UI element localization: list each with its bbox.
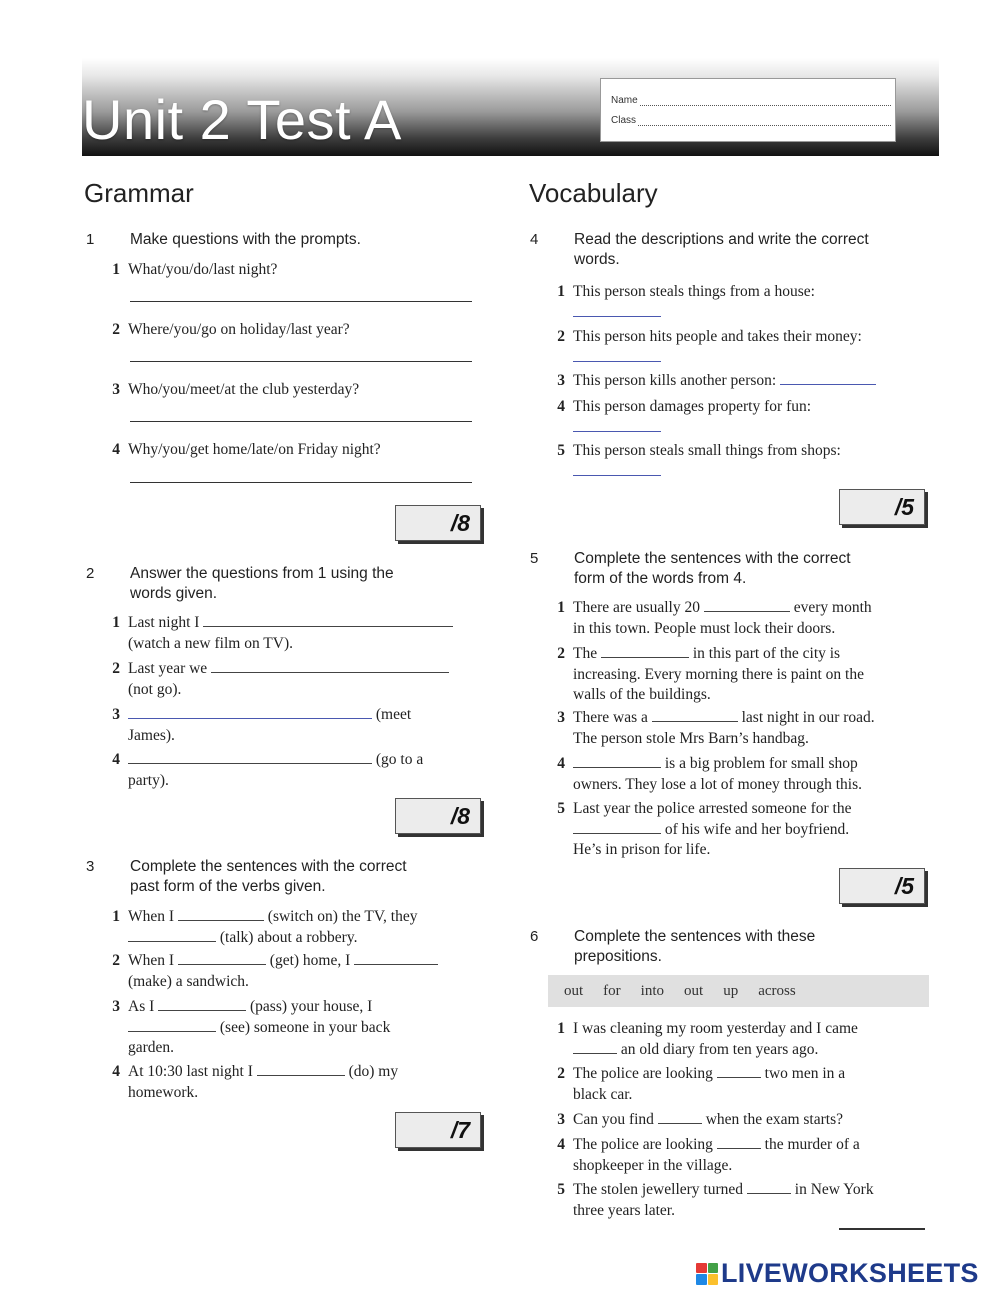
answer-blank[interactable] (128, 718, 372, 719)
vocabulary-heading: Vocabulary (529, 178, 658, 208)
score-box: /5 (839, 868, 925, 904)
exercise-number: 2 (86, 565, 95, 582)
logo-square (708, 1274, 719, 1285)
answer-blank[interactable] (573, 475, 661, 476)
exercise-instruction: Complete the sentences with the correct past form of the verbs given. (130, 858, 407, 895)
exercise-number: 4 (530, 231, 539, 248)
exercise-instruction: Read the descriptions and write the correct words. (574, 231, 869, 268)
answer-line[interactable] (130, 482, 472, 483)
liveworksheets-logo (696, 1258, 979, 1289)
logo-square (696, 1274, 707, 1285)
logo-square (708, 1263, 719, 1274)
answer-blank[interactable] (128, 1031, 216, 1032)
answer-blank[interactable] (747, 1193, 791, 1194)
word-bank-item: out (684, 983, 704, 999)
grammar-heading: Grammar (84, 178, 194, 208)
exercise-instruction: Complete the sentences with the correct form of the words from 4. (574, 550, 851, 587)
score-box: /5 (839, 489, 925, 525)
answer-blank[interactable] (573, 431, 661, 432)
logo-square (696, 1263, 707, 1274)
answer-blank[interactable] (573, 767, 661, 768)
answer-blank[interactable] (211, 672, 449, 673)
answer-blank[interactable] (717, 1148, 761, 1149)
answer-line[interactable] (130, 301, 472, 302)
class-field[interactable] (611, 115, 891, 126)
answer-blank[interactable] (128, 941, 216, 942)
answer-blank[interactable] (573, 833, 661, 834)
word-bank (548, 975, 929, 1007)
exercise-number: 3 (86, 858, 95, 875)
answer-blank[interactable] (203, 626, 453, 627)
answer-blank[interactable] (128, 763, 372, 764)
name-class-box (600, 78, 896, 142)
answer-blank[interactable] (704, 611, 790, 612)
word-bank-item: for (603, 983, 621, 999)
answer-blank[interactable] (573, 316, 661, 317)
word-bank-item: up (723, 983, 739, 999)
answer-line[interactable] (130, 361, 472, 362)
answer-blank[interactable] (257, 1075, 345, 1076)
answer-blank[interactable] (573, 1053, 617, 1054)
answer-blank[interactable] (573, 361, 661, 362)
answer-blank[interactable] (354, 964, 438, 965)
answer-blank[interactable] (158, 1010, 246, 1011)
exercise-number: 5 (530, 550, 539, 567)
page-title: Unit 2 Test A (82, 88, 402, 151)
answer-blank[interactable] (717, 1077, 761, 1078)
answer-line[interactable] (130, 421, 472, 422)
name-field[interactable] (611, 95, 891, 106)
name-label: Name (611, 95, 638, 106)
score-box: /8 (395, 505, 481, 541)
word-bank-item: into (640, 983, 665, 999)
answer-blank[interactable] (658, 1123, 702, 1124)
score-box: /8 (395, 798, 481, 834)
logo-text: LIVEWORKSHEETS (721, 1258, 979, 1288)
logo-mark-icon (696, 1263, 718, 1285)
header-banner (82, 58, 939, 156)
answer-blank[interactable] (601, 657, 689, 658)
answer-blank[interactable] (178, 964, 266, 965)
word-bank-item: across (758, 983, 796, 999)
answer-blank[interactable] (178, 920, 264, 921)
exercise-instruction: Answer the questions from 1 using the words given. (130, 565, 394, 602)
exercise-number: 6 (530, 928, 539, 945)
exercise-instruction: Make questions with the prompts. (130, 231, 361, 248)
answer-blank[interactable] (652, 721, 738, 722)
word-bank-item: out (564, 983, 584, 999)
exercise-number: 1 (86, 231, 95, 248)
exercise-instruction: Complete the sentences with these prepositions. (574, 928, 816, 965)
answer-blank[interactable] (780, 384, 876, 385)
class-label: Class (611, 115, 637, 126)
score-box: /7 (395, 1112, 481, 1148)
score-box-edge (839, 1228, 925, 1230)
